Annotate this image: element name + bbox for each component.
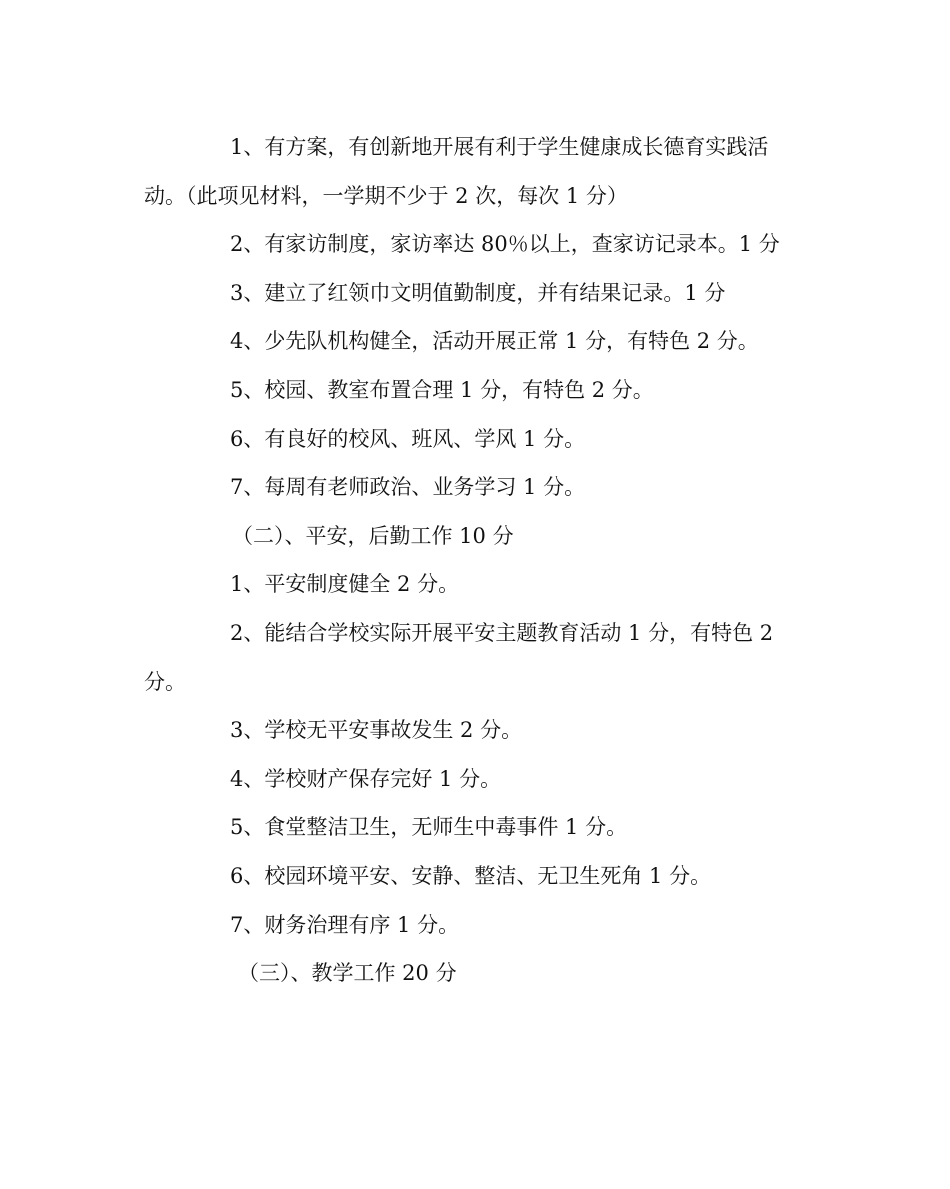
safety-item-2-line-2: 分。 [144, 669, 186, 694]
safety-item-6: 6、校园环境平安、安静、整洁、无卫生死角 1 分。 [230, 863, 712, 888]
safety-item-2-line-1: 2、能结合学校实际开展平安主题教育活动 1 分，有特色 2 [230, 620, 774, 645]
item-1-line-1: 1、有方案，有创新地开展有利于学生健康成长德育实践活 [230, 135, 769, 159]
item-1-line-2: 动。（此项见材料，一学期不少于 2 次，每次 1 分） [144, 183, 628, 208]
safety-item-3: 3、学校无平安事故发生 2 分。 [230, 718, 523, 743]
section-heading-teaching: （三）、教学工作 20 分 [238, 961, 457, 986]
safety-item-1: 1、平安制度健全 2 分。 [230, 572, 460, 597]
safety-item-7: 7、财务治理有序 1 分。 [230, 912, 460, 937]
document-body [144, 123, 790, 998]
item-7: 7、每周有老师政治、业务学习 1 分。 [230, 475, 586, 500]
item-3: 3、建立了红领巾文明值勤制度，并有结果记录。1 分 [230, 280, 726, 305]
safety-item-4: 4、学校财产保存完好 1 分。 [230, 766, 502, 791]
item-5: 5、校园、教室布置合理 1 分，有特色 2 分。 [230, 377, 654, 402]
item-4: 4、少先队机构健全，活动开展正常 1 分，有特色 2 分。 [230, 329, 759, 354]
section-heading-safety: （二）、平安，后勤工作 10 分 [232, 523, 514, 548]
item-6: 6、有良好的校风、班风、学风 1 分。 [230, 426, 586, 451]
safety-item-5: 5、食堂整洁卫生，无师生中毒事件 1 分。 [230, 815, 628, 840]
item-2: 2、有家访制度，家访率达 80％以上，查家访记录本。1 分 [230, 232, 780, 257]
